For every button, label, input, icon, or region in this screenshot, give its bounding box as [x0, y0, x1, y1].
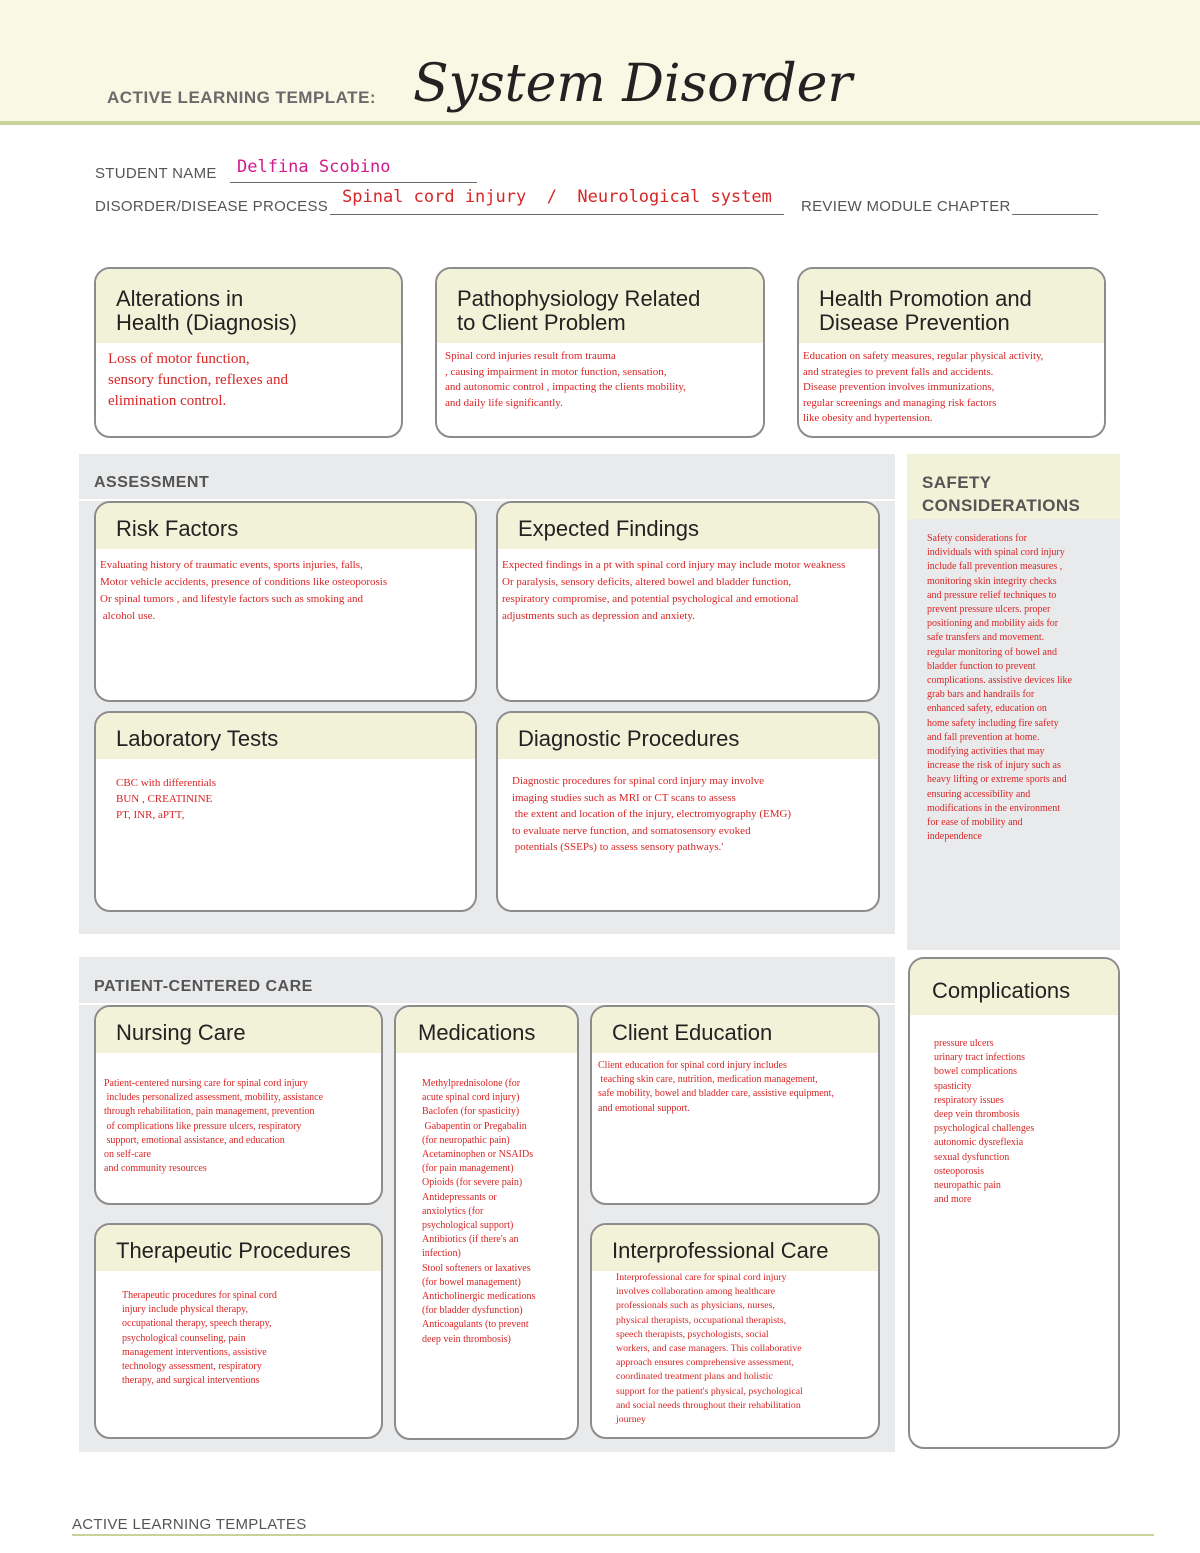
page-title: System Disorder	[413, 54, 853, 114]
disorder-label: DISORDER/DISEASE PROCESS	[95, 198, 329, 215]
health-promotion-title: Health Promotion and Disease Prevention	[799, 269, 1104, 343]
client-education-title: Client Education	[592, 1007, 878, 1053]
alterations-text[interactable]: Loss of motor function, sensory function, reflexes and elimination control.	[108, 351, 288, 409]
student-name-value[interactable]: Delfina Scobino	[237, 157, 391, 177]
footer-rule	[72, 1534, 1154, 1536]
complications-box	[908, 957, 1120, 1449]
nursing-care-text[interactable]: Patient-centered nursing care for spinal cord injury includes personalized assessment, mobility, assistance through rehabilitation, pain management, prevention of complications like pressure ulcers, respiratory support, emotional assistance, and education on self-care and community resources	[104, 1078, 324, 1175]
expected-findings-title: Expected Findings	[498, 503, 878, 549]
footer-label: ACTIVE LEARNING TEMPLATES	[72, 1516, 307, 1533]
safety-title: SAFETY CONSIDERATIONS	[922, 473, 1081, 515]
pathophysiology-box	[435, 267, 765, 438]
health-promotion-box	[797, 267, 1106, 438]
pathophysiology-text[interactable]: Spinal cord injuries result from trauma , causing impairment in motor function, sensation, and autonomic control , impacting the clients mobility, and daily life significantly.	[445, 350, 686, 409]
expected-findings-text[interactable]: Expected findings in a pt with spinal cord injury may include motor weakness Or paralysis, sensory deficits, altered bowel and bladder function, respiratory compromise, and potential psychological and emotional adjustments such as depression and anxiety.	[502, 559, 846, 622]
student-name-label: STUDENT NAME	[95, 165, 217, 182]
header-rule	[0, 121, 1200, 125]
alterations-box	[94, 267, 403, 438]
assessment-label: ASSESSMENT	[94, 474, 210, 491]
disorder-line	[330, 214, 784, 215]
safety-panel	[907, 454, 1120, 950]
medications-title: Medications	[396, 1007, 577, 1053]
laboratory-tests-text[interactable]: CBC with differentials BUN , CREATININE PT, INR, aPTT,	[116, 777, 217, 821]
diagnostic-procedures-title: Diagnostic Procedures	[498, 713, 878, 759]
medications-text[interactable]: Methylprednisolone (for acute spinal cord injury) Baclofen (for spasticity) Gabapentin or Pregabalin (for neuropathic pain) Acetaminophen or NSAIDs (for pain management) Opioids (for severe pain) Antidepressants or anxiolytics (for psychological support) Antibiotics (if there's an infection) Stool softeners or laxatives (for bowel management) Anticholinergic medications (for bladder dysfunction) Anticoagulants (to prevent deep vein thrombosis)	[422, 1078, 536, 1345]
pathophysiology-title: Pathophysiology Related to Client Problem	[437, 269, 763, 343]
nursing-care-box	[94, 1005, 383, 1205]
risk-factors-title: Risk Factors	[96, 503, 475, 549]
therapeutic-procedures-title: Therapeutic Procedures	[96, 1225, 381, 1271]
patient-centered-care-label: PATIENT-CENTERED CARE	[94, 978, 313, 995]
risk-factors-box	[94, 501, 477, 702]
laboratory-tests-box	[94, 711, 477, 912]
expected-findings-box	[496, 501, 880, 702]
nursing-care-title: Nursing Care	[96, 1007, 381, 1053]
review-module-line	[1012, 214, 1098, 215]
interprofessional-care-title: Interprofessional Care	[592, 1225, 878, 1271]
client-education-text[interactable]: Client education for spinal cord injury includes teaching skin care, nutrition, medication management, safe mobility, bowel and bladder care, assistive equipment, and emotional support.	[598, 1060, 834, 1114]
interprofessional-care-text[interactable]: Interprofessional care for spinal cord injury involves collaboration among healthcare professionals such as physicians, nurses, physical therapists, occupational therapists, speech therapists, psychologists, social workers, and case managers. This collaborative approach ensures comprehensive assessment, coordinated treatment plans and holistic support for the patient's physical, psychological and social needs throughout their rehabilitation journey	[616, 1272, 803, 1426]
therapeutic-procedures-text[interactable]: Therapeutic procedures for spinal cord injury include physical therapy, occupational therapy, speech therapy, psychological counseling, pain management interventions, assistive technology assessment, respiratory therapy, and surgical interventions	[122, 1290, 277, 1387]
medications-box	[394, 1005, 579, 1440]
review-module-label: REVIEW MODULE CHAPTER	[801, 198, 1011, 215]
diagnostic-procedures-box	[496, 711, 880, 912]
student-name-line	[230, 182, 477, 183]
alterations-title: Alterations in Health (Diagnosis)	[96, 269, 401, 343]
complications-text[interactable]: pressure ulcers urinary tract infections bowel complications spasticity respiratory issues deep vein thrombosis psychological challenges autonomic dysreflexia sexual dysfunction osteoporosis neuropathic pain and more	[934, 1038, 1035, 1206]
safety-text[interactable]: Safety considerations for individuals with spinal cord injury include fall prevention measures , monitoring skin integrity checks and pressure relief techniques to prevent pressure ulcers. proper positioning and mobility aids for safe transfers and movement. regular monitoring of bowel and bladder function to prevent complications. assistive devices like grab bars and handrails for enhanced safety, education on home safety including fire safety and fall prevention at home. modifying activities that may increase the risk of injury such as heavy lifting or extreme sports and ensuring accessibility and modifications in the environment for ease of mobility and independence	[927, 533, 1072, 843]
header-label: ACTIVE LEARNING TEMPLATE:	[107, 88, 377, 107]
complications-title: Complications	[910, 959, 1118, 1015]
interprofessional-care-box	[590, 1223, 880, 1439]
disorder-value[interactable]: Spinal cord injury / Neurological system	[342, 187, 772, 207]
client-education-box	[590, 1005, 880, 1205]
health-promotion-text[interactable]: Education on safety measures, regular physical activity, and strategies to prevent falls and accidents. Disease prevention involves immunizations, regular screenings and managing risk factors like obesity and hypertension.	[803, 350, 1044, 424]
therapeutic-procedures-box	[94, 1223, 383, 1439]
diagnostic-procedures-text[interactable]: Diagnostic procedures for spinal cord injury may involve imaging studies such as MRI or CT scans to assess the extent and location of the injury, electromyography (EMG) to evaluate nerve function, and somatosensory evoked potentials (SSEPs) to assess sensory pathways.'	[512, 775, 792, 853]
risk-factors-text[interactable]: Evaluating history of traumatic events, sports injuries, falls, Motor vehicle accidents, presence of conditions like osteoporosis Or spinal tumors , and lifestyle factors such as smoking and alcohol use.	[100, 559, 388, 622]
laboratory-tests-title: Laboratory Tests	[96, 713, 475, 759]
